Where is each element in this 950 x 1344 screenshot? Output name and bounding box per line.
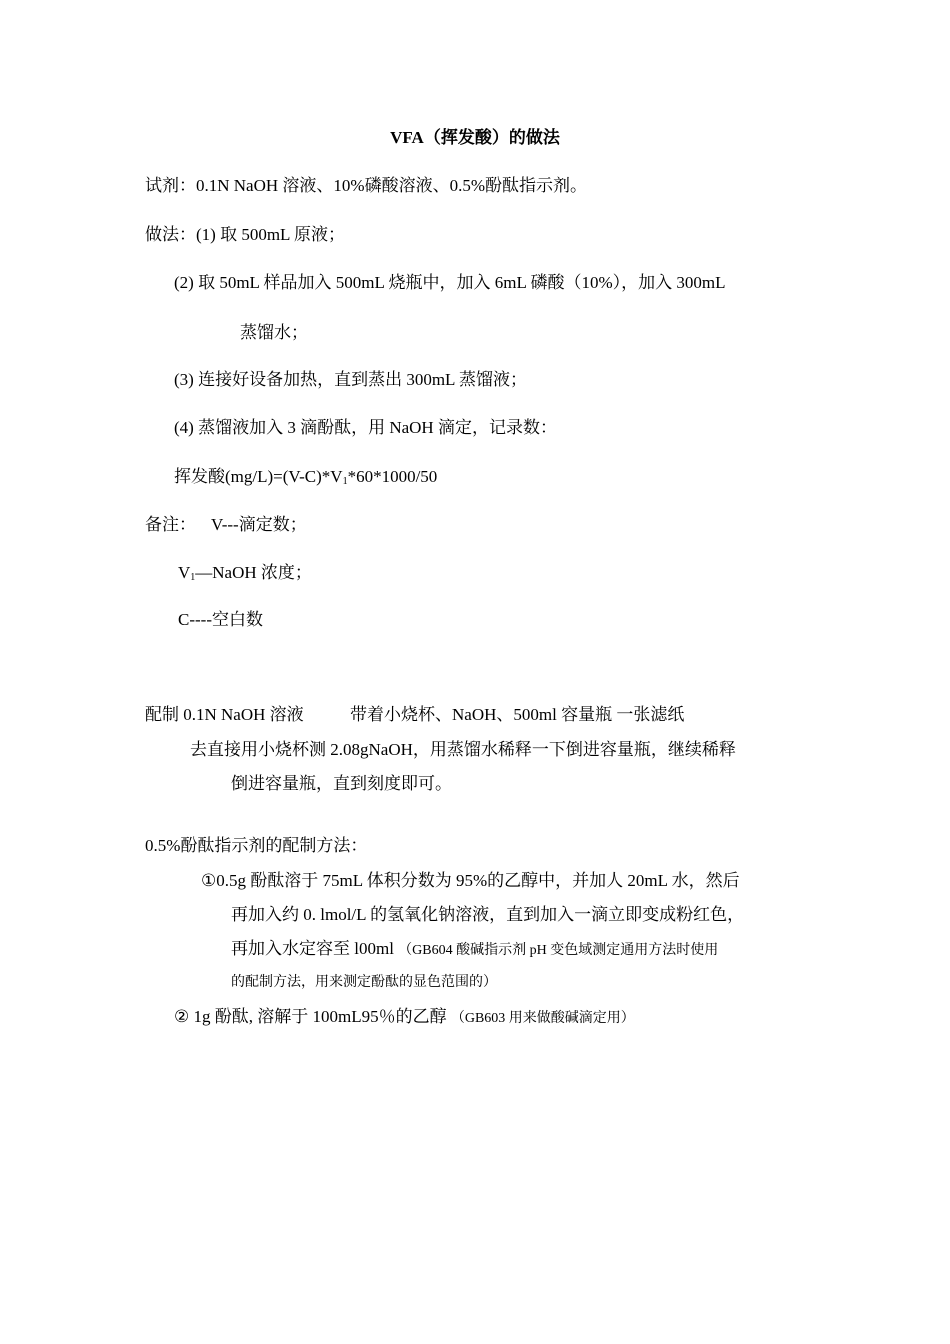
indicator-1-line-4: 的配制方法，用来测定酚酞的显色范围的） <box>231 975 497 990</box>
note-v1-prefix: V <box>178 563 191 582</box>
indicator-2-note: （GB603 用来做酸碱滴定用） <box>450 1011 635 1026</box>
reagents-line: 试剂：0.1N NaOH 溶液、10%磷酸溶液、0.5%酚酞指示剂。 <box>145 176 587 195</box>
note-label: 备注： <box>145 515 196 534</box>
method-step-4: (4) 蒸馏液加入 3 滴酚酞，用 NaOH 滴定，记录数： <box>174 418 557 437</box>
indicator-1-note: （GB604 酸碱指示剂 pH 变色域测定通用方法时使用 <box>398 943 719 958</box>
method-step-2-line-2: 蒸馏水； <box>240 323 308 342</box>
indicator-1-line-1: ①0.5g 酚酞溶于 75mL 体积分数为 95%的乙醇中，并加人 20mL 水，然后 <box>201 871 740 890</box>
note-v1-suffix: —NaOH 浓度； <box>195 563 312 582</box>
note-v: V---滴定数； <box>211 515 307 534</box>
naoh-prep-title: 配制 0.1N NaOH 溶液 <box>145 705 304 724</box>
naoh-prep-text-line-1: 去直接用小烧杯测 2.08gNaOH，用蒸馏水稀释一下倒进容量瓶，继续稀释 <box>190 740 736 759</box>
indicator-title: 0.5%酚酞指示剂的配制方法： <box>145 836 368 855</box>
naoh-prep-text-line-2: 倒进容量瓶，直到刻度即可。 <box>231 774 452 793</box>
document-title: VFA（挥发酸）的做法 <box>390 128 560 147</box>
method-step-3: (3) 连接好设备加热，直到蒸出 300mL 蒸馏液； <box>174 370 528 389</box>
method-step-2-line-1: (2) 取 50mL 样品加入 500mL 烧瓶中，加入 6mL 磷酸（10%），加入 300mL <box>174 273 726 292</box>
formula-line <box>174 466 437 488</box>
formula-suffix: *60*1000/50 <box>347 467 438 486</box>
indicator-1-line-3 <box>231 938 718 962</box>
indicator-1-line-3-text: 再加入水定容至 l00ml <box>231 939 399 958</box>
formula-subscript: 1 <box>342 476 348 487</box>
method-step-1: 做法：(1) 取 500mL 原液； <box>145 225 346 244</box>
indicator-2-line <box>174 1006 635 1030</box>
indicator-2-text: ② 1g 酚酞, 溶解于 100mL95％的乙醇 <box>174 1007 451 1026</box>
naoh-prep-items: 带着小烧杯、NaOH、500ml 容量瓶 一张滤纸 <box>350 705 685 724</box>
note-c: C----空白数 <box>178 610 263 629</box>
indicator-1-line-2: 再加入约 0. lmol/L 的氢氧化钠溶液，直到加入一滴立即变成粉红色， <box>231 905 745 924</box>
formula-prefix: 挥发酸(mg/L)=(V-C)*V <box>174 467 343 486</box>
note-v1 <box>178 562 312 584</box>
note-v1-subscript: 1 <box>190 572 196 583</box>
